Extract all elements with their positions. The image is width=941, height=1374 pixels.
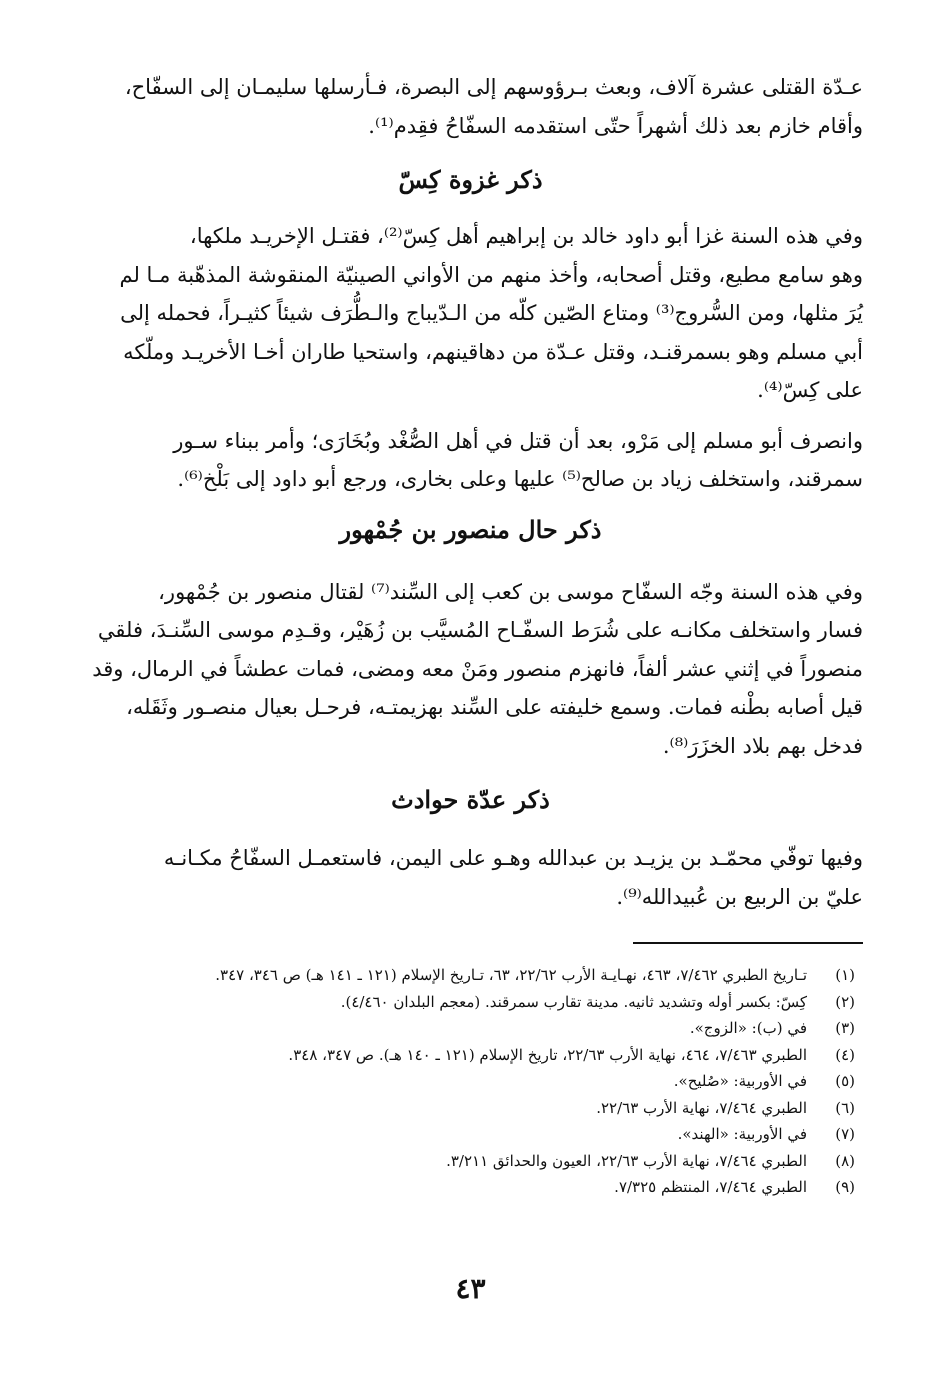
footnotes	[78, 962, 863, 1201]
paragraph-3	[78, 422, 863, 499]
footnote-text: الطبري ٧/٤٦٣، ٤٦٤، نهاية الأرب ٢٢/٦٣، تاريخ الإسلام (١٢١ ـ ١٤٠ هـ). ص ٣٤٧، ٣٤٨.	[288, 1045, 807, 1064]
text-line: فسار واستخلف مكانـه على شُرَط السفّـاح المُسيَّب بن زُهَيْر، وقـدِم موسى السِّنـدَ، فلقي	[97, 618, 863, 642]
text-line: يُرَ مثلها، ومن السُّروج⁽³⁾ ومتاع الصّين كلّه من الـدّيباج والـطُّرَف شيئاً كثيـراً، فحمله إلى	[120, 301, 863, 325]
text-line: منصوراً في إثني عشر ألفاً، فانهزم منصور ومَنْ معه ومضى، فمات عطشاً في الرمال، وقد	[92, 656, 863, 681]
footnote-item	[78, 1015, 863, 1042]
text-line: وفي هذه السنة غزا أبو داود خالد بن إبراهيم أهل كِسّ⁽²⁾، فقتـل الإخريـد ملكها،	[189, 224, 863, 248]
paragraph-5	[78, 839, 863, 916]
footnote-text: في الأوربية: «صُليح».	[673, 1072, 807, 1090]
footnote-number: (٥)	[835, 1072, 855, 1090]
footnote-item	[78, 1174, 863, 1201]
text-line: سمرقند، واستخلف زياد بن صالح⁽⁵⁾ عليها وعلى بخارى، ورجع أبو داود إلى بَلْخ⁽⁶⁾.	[177, 467, 863, 491]
footnote-text: في الأوربية: «الهند».	[677, 1125, 807, 1143]
text-line: وفي هذه السنة وجّه السفّاح موسى بن كعب إلى السِّند⁽⁷⁾ لقتال منصور بن جُمْهور،	[158, 579, 863, 604]
footnote-text: تـاريخ الطبري ٧/٤٦٢، ٤٦٣، نهـايـة الأرب ٢٢/٦٢، ٦٣، تـاريخ الإسلام (١٢١ ـ ١٤١ هـ) ص ٣٤٦، ٣٤٧.	[215, 966, 807, 984]
text-line: قيل أصابه بطْنه فمات. وسمع خليفته على السِّند بهزيمتـه، فرحـل بعيال منصـور وثَقَله،	[126, 695, 863, 719]
paragraph-4	[78, 573, 863, 766]
footnote-text: الطبري ٧/٤٦٤، المنتظم ٧/٣٢٥.	[614, 1178, 807, 1196]
footnote-number: (٧)	[835, 1125, 855, 1143]
text-line: وهو سامع مطيع، وقتل أصحابه، وأخذ منهم من الأواني الصينيّة المنقوشة المذهّبة مـا لم	[119, 262, 863, 287]
footnote-text: الطبري ٧/٤٦٤، نهاية الأرب ٢٢/٦٣، العيون والحدائق ٣/٢١١.	[446, 1151, 807, 1170]
footnote-number: (١)	[835, 966, 855, 984]
paragraph-1	[78, 68, 863, 145]
footnote-text: الطبري ٧/٤٦٤، نهاية الأرب ٢٢/٦٣.	[596, 1098, 807, 1117]
footnote-item	[78, 1095, 863, 1122]
footnote-text: في (ب): «الزوج».	[689, 1019, 807, 1037]
footnote-text: كِسّ: بكسر أوله وتشديد ثانيه. مدينة تقارب سمرقند. (معجم البلدان ٤/٤٦٠).	[340, 992, 807, 1011]
text-line: وانصرف أبو مسلم إلى مَرْو، بعد أن قتل في أهل الصُّغْد وبُخَارَى؛ وأمر ببناء سـور	[173, 428, 863, 453]
footnote-item	[78, 1148, 863, 1175]
section-heading-mansur: ذكر حال منصور بن جُمْهور	[339, 514, 602, 544]
page-number: ٤٣	[455, 1272, 486, 1305]
text-line: وفيها توفّي محمّـد بن يزيـد بن عبدالله وهـو على اليمن، فاستعمـل السفّاحُ مكـانـه	[163, 846, 863, 870]
section-heading-events: ذكر عدّة حوادث	[391, 785, 550, 814]
footnote-item	[78, 989, 863, 1016]
footnote-item	[78, 1121, 863, 1148]
footnote-item	[78, 1042, 863, 1069]
footnote-separator	[633, 942, 863, 944]
footnote-number: (٤)	[835, 1045, 855, 1064]
footnote-item	[78, 1068, 863, 1095]
text-line: عـدّة القتلى عشرة آلاف، وبعث بـرؤوسهم إلى البصرة، فـأرسلها سليمـان إلى السفّاح،	[124, 75, 863, 99]
text-line: أبي مسلم وهو بسمرقنـد، وقتل عـدّة من دهاقينهم، واستحيا طاران أخـا الأخريـد وملّكه	[123, 339, 863, 364]
footnote-number: (٣)	[835, 1019, 855, 1037]
footnote-number: (٨)	[835, 1151, 855, 1170]
footnote-number: (٦)	[835, 1098, 855, 1117]
text-line: فدخل بهم بلاد الخزَرَ⁽⁸⁾.	[662, 733, 863, 758]
section-heading-kiss-raid: ذكر غزوة كِسّ	[398, 165, 543, 194]
footnote-number: (٩)	[835, 1178, 855, 1196]
paragraph-2	[78, 217, 863, 410]
footnote-item	[78, 962, 863, 989]
text-line: وأقام خازم بعد ذلك أشهراً حتّى استقدمه السفّاحُ فقِدم⁽¹⁾.	[368, 113, 863, 138]
text-line: على كِسّ⁽⁴⁾.	[757, 378, 863, 402]
text-line: عليّ بن الربيع بن عُبيدالله⁽⁹⁾.	[616, 884, 863, 909]
footnote-number: (٢)	[835, 992, 855, 1011]
